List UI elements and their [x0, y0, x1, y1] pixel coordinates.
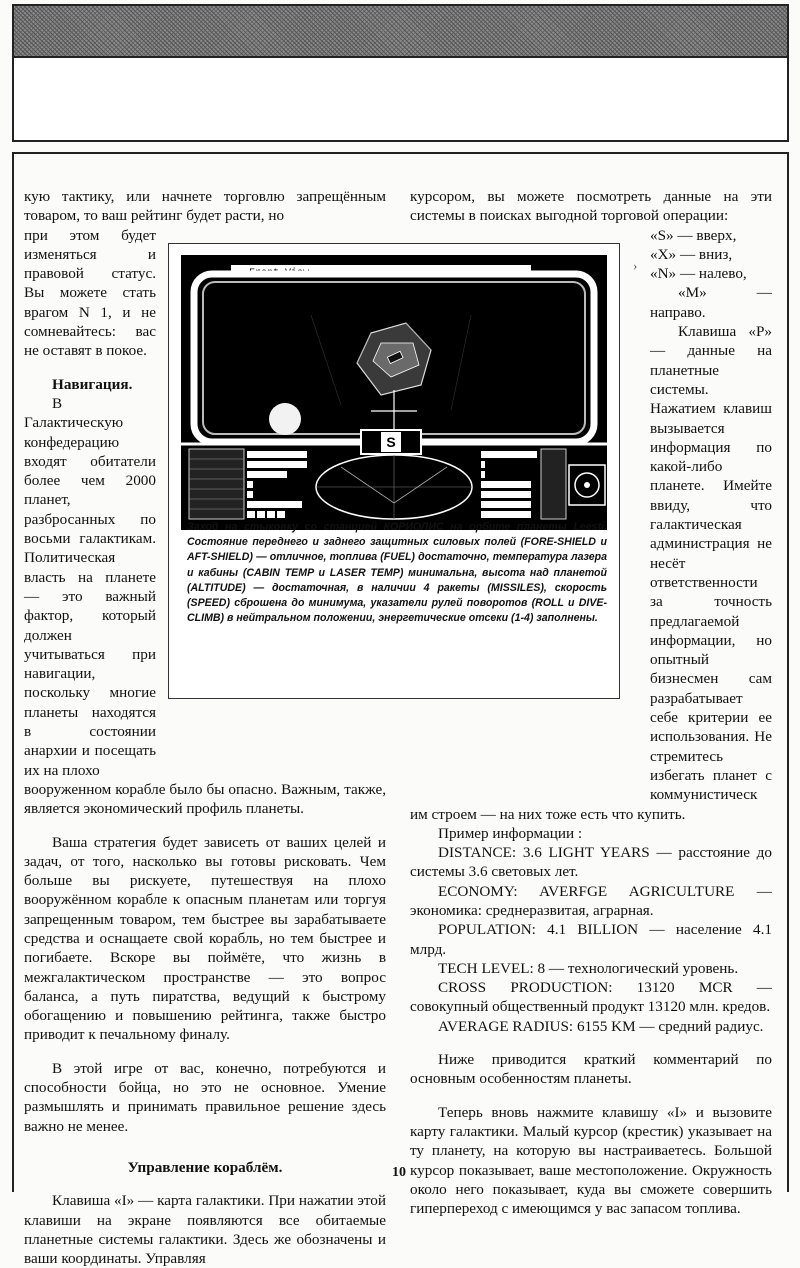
info-radius: AVERAGE RADIUS: 6155 KM — средний радиус.	[438, 1017, 764, 1035]
info-economy: ECONOMY: AVERFGE AGRICULTURE — экономика: среднеразвитая, аграрная.	[410, 882, 772, 919]
key-list	[650, 226, 772, 805]
info-population: POPULATION: 4.1 BILLION — население 4.1 млрд.	[410, 921, 772, 958]
left-paragraph-5: Клавиша «I» — карта галактики. При нажатии этой клавиши на экране появляются все обитаемые планетные системы галактики. Здесь же обозначены и ваши координаты. Управляя	[24, 1192, 386, 1268]
key-item-down: «X» — вниз,	[650, 245, 733, 263]
left-paragraph-1-narrow: при этом будет изменяться и правовой статус. Вы можете стать врагом N 1, и не сомневайтесь: вас не оставят в покое.	[24, 226, 156, 360]
header-halftone-band	[14, 6, 787, 58]
info-production: CROSS PRODUCTION: 13120 MCR — совокупный общественный продукт 13120 млн. кредов.	[410, 979, 772, 1016]
right-paragraph-4: Теперь вновь нажмите клавишу «I» и вызовите карту галактики. Малый курсор (крестик) указывает на ту планету, на которую вы настраиваетесь. Большой курсор показывает, ваше местоположение. Окружность около него показывает, куда вы сможете совершить гиперпереход с имеющимся у вас запасом топлива.	[410, 1103, 772, 1218]
key-item-right: «M» — направо.	[650, 284, 772, 321]
game-screenshot-figure	[168, 243, 620, 699]
nav-indicator: S	[386, 434, 396, 450]
navigation-heading: Навигация.	[52, 375, 133, 393]
right-paragraph-2: Клавиша «P» — данные на планетные системы. Нажатием клавиш вызывается информация по какой-либо планете. Имейте ввиду, что галактическая администрация не несёт ответственности за точность предлагаемой информации, но опытный бизнесмен сам разрабатывает себе критерии ее использования. Не стремитесь избегать планет с коммунистическ	[650, 323, 772, 804]
page-number: 10	[392, 1165, 406, 1180]
right-paragraph-1: курсором, вы можете посмотреть данные на эти системы в поисках выгодной торговой операции:	[410, 188, 772, 225]
key-item-up: «S» — вверх,	[650, 226, 737, 244]
right-paragraph-3: Ниже приводится краткий комментарий по основным особенностям планеты.	[410, 1051, 772, 1088]
game-screen-graphic	[181, 255, 607, 530]
info-distance: DISTANCE: 3.6 LIGHT YEARS — расстояние до системы 3.6 световых лет.	[410, 844, 772, 881]
screen-title: Front View	[249, 268, 310, 279]
right-paragraph-2-full: им строем — на них тоже есть что купить.	[410, 805, 686, 823]
page-header-box	[12, 4, 789, 142]
ship-control-heading: Управление кораблём.	[127, 1158, 283, 1176]
info-tech-level: TECH LEVEL: 8 — технологический уровень.	[438, 959, 739, 977]
key-item-left: «N» — налево,	[650, 265, 747, 283]
example-heading: Пример информации :	[438, 824, 583, 842]
left-paragraph-2-full: вооруженном корабле было бы опасно. Важным, также, является экономический профиль планеты.	[24, 780, 386, 818]
left-paragraph-3: Ваша стратегия будет зависеть от ваших целей и задач, от того, насколько вы готовы рисковать. Чем больше вы рискуете, путешествуя на плохо вооружённом корабле к опасным планетам или торгуя запрещенным товаром, тем быстрее вы зарабатываете средства и оснащаете свой корабль, но тем быстрее и погибаете. Вскоре вы поймёте, что жизнь в межгалактическом пространстве — это вопрос баланса, а путь пиратства, ведущий к быстрому обогащению и повышению рейтинга, также быстро приводит к печальному финалу.	[24, 833, 386, 1044]
margin-mark: ›	[633, 258, 638, 273]
left-paragraph-2: В Галактическую конфедерацию входят обитатели более чем 2000 планет, разбросанных по восьми галактикам. Политическая власть на планете — это важный фактор, который должен учитываться при навигации, поскольку многие планеты находятся в состоянии анархии и посещать их на плохо	[24, 394, 156, 779]
figure-caption: Заход на стыковку со станцией КОРИОЛИС на орбите планеты Leesti. Состояние переднего и заднего защитных силовых полей (FORE-SHIELD и AFT-SHIELD) — отличное, топлива (FUEL) достаточно, температура лазера и кабины (CABIN TEMP и LASER TEMP) минимальна, высота над планетой (ALTITUDE) — достаточная, в наличии 4 ракеты (MISSILES), скорость (SPEED) сброшена до минимума, указатели рулей поворотов (ROLL и DIVE-CLIMB) в нейтральном положении, энергетические отсеки (1-4) заполнены.	[187, 521, 607, 625]
left-paragraph-4: В этой игре от вас, конечно, потребуются и способности бойца, но это не основное. Умение размышлять и принимать правильное решение здесь важно не менее.	[24, 1059, 386, 1135]
game-screen	[181, 255, 607, 530]
planet	[269, 403, 301, 435]
left-paragraph-1: кую тактику, или начнете торговлю запрещённым товаром, то ваш рейтинг будет расти, но	[24, 188, 386, 225]
